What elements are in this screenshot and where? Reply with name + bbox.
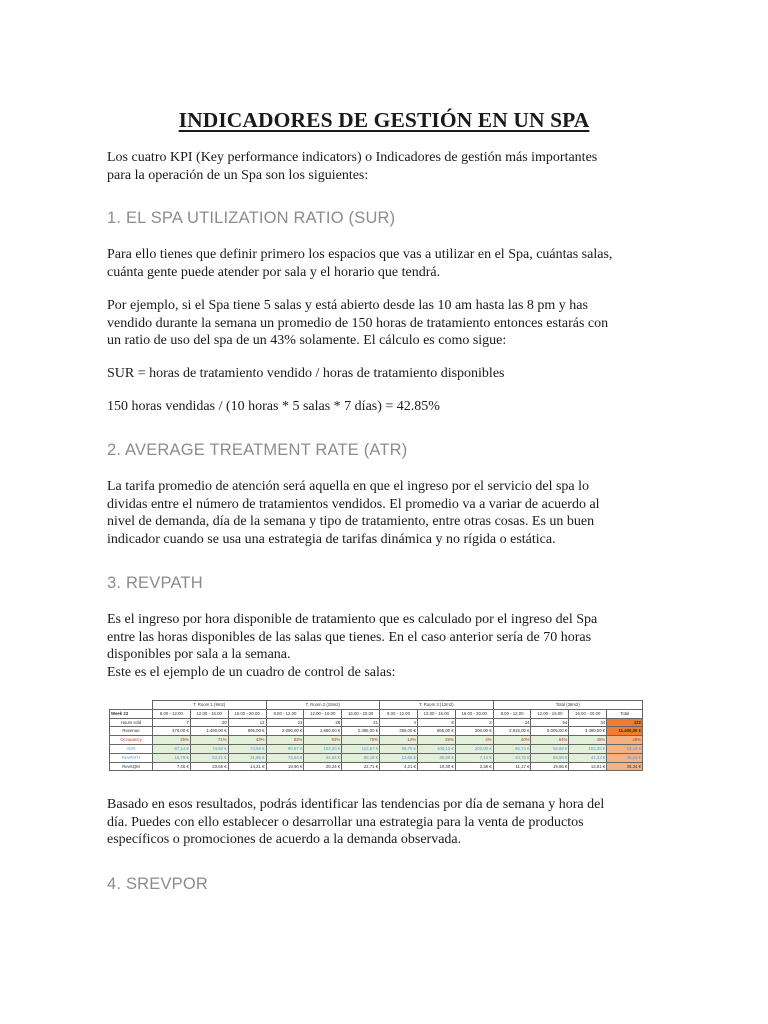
table-cell-total: 45,24 € bbox=[607, 762, 643, 771]
text-line: nivel de demanda, día de la semana y tipo de tratamiento, entre otras cosas. Es un buen bbox=[107, 514, 595, 529]
table-cell: 11,17 € bbox=[493, 762, 531, 771]
table-cell: 7,46 € bbox=[152, 762, 190, 771]
intro-line: Los cuatro KPI (Key performance indicators) o Indicadores de gestión más importantes bbox=[107, 150, 598, 165]
slot-header: 8.00 - 12.00 bbox=[493, 709, 531, 718]
table-cell: 4% bbox=[455, 736, 493, 745]
text-line: La tarifa promedio de atención será aquella en que el ingreso por el servicio del spa lo bbox=[107, 479, 590, 494]
table-cell: 43% bbox=[228, 736, 266, 745]
table-cell: 3 bbox=[455, 718, 493, 727]
table-cell: 10,30 € bbox=[417, 762, 455, 771]
table-cell: 103,30 € bbox=[304, 744, 342, 753]
table-cell: 75% bbox=[342, 736, 380, 745]
table-cell: 7 bbox=[152, 718, 190, 727]
table-cell: 34 bbox=[569, 718, 607, 727]
slot-header: 16.00 - 20.00 bbox=[569, 709, 607, 718]
table-cell: 30,89 € bbox=[417, 753, 455, 762]
text-line: disponibles por sala a la semana. bbox=[107, 647, 291, 662]
table-cell: 470,00 € bbox=[152, 727, 190, 736]
table-cell: 74,58 € bbox=[228, 744, 266, 753]
table-cell: 200,00 € bbox=[455, 744, 493, 753]
table-cell: 2.385,00 € bbox=[342, 727, 380, 736]
table-cell: 31,96 € bbox=[228, 753, 266, 762]
table-cell: 23,65 € bbox=[190, 762, 228, 771]
table-cell: 2.090,00 € bbox=[266, 727, 304, 736]
table-cell-total: 122 bbox=[607, 718, 643, 727]
table-cell-total: 93,44 € bbox=[607, 744, 643, 753]
table-cell: 4 bbox=[380, 718, 418, 727]
text-line: Basado en esos resultados, podrás identificar las tendencias por día de semana y hora del bbox=[107, 797, 605, 812]
sur-paragraph-1 bbox=[107, 246, 667, 281]
table-cell: 34,70 € bbox=[493, 753, 531, 762]
text-line: dividas entre el número de tratamientos vendidos. El promedio va a variar de acuerdo al bbox=[107, 496, 600, 512]
table-cell-total: 48% bbox=[607, 736, 643, 745]
table-cell: 8 bbox=[417, 718, 455, 727]
slot-header: 16.00 - 20.00 bbox=[455, 709, 493, 718]
week-label: Week 23 bbox=[110, 709, 153, 718]
table-cell: 54 bbox=[531, 718, 569, 727]
slot-header: 12.00 - 16.00 bbox=[190, 709, 228, 718]
room-header: T. Room 1 (9m2) bbox=[152, 701, 266, 710]
table-cell: 7,14 € bbox=[455, 753, 493, 762]
table-cell: 23 bbox=[266, 718, 304, 727]
table-cell: 13,81 € bbox=[569, 762, 607, 771]
table-cell: 40% bbox=[493, 736, 531, 745]
table-row-revenue bbox=[110, 727, 643, 736]
table-row-revpath bbox=[110, 753, 643, 762]
slot-header: 8.00 - 12.00 bbox=[266, 709, 304, 718]
table-cell: 64% bbox=[531, 736, 569, 745]
table-cell: 85,74 € bbox=[493, 744, 531, 753]
document-title: INDICADORES DE GESTIÓN EN UN SPA bbox=[178, 108, 590, 132]
sur-formula: SUR = horas de tratamiento vendido / horas de tratamiento disponibles bbox=[107, 366, 505, 381]
table-cell: 1.650,00 € bbox=[304, 727, 342, 736]
section-heading-atr: 2. AVERAGE TREATMENT RATE (ATR) bbox=[107, 441, 408, 459]
intro-paragraph bbox=[107, 149, 667, 184]
slot-header: 12.00 - 16.00 bbox=[531, 709, 569, 718]
table-cell: 29% bbox=[417, 736, 455, 745]
slot-header: 16.00 - 20.00 bbox=[228, 709, 266, 718]
text-line: día. Puedes con ello establecer o desarrollar una estrategia para la venta de productos bbox=[107, 814, 584, 830]
table-cell: 3.480,00 € bbox=[569, 727, 607, 736]
table-cell: 92,69 € bbox=[531, 744, 569, 753]
text-line: Por ejemplo, si el Spa tiene 5 salas y está abierto desde las 10 am hasta las 8 pm y has bbox=[107, 298, 588, 313]
text-line: Este es el ejemplo de un cuadro de control de salas: bbox=[107, 664, 396, 680]
table-cell: 59,58 € bbox=[531, 753, 569, 762]
table-row-occupancy bbox=[110, 736, 643, 745]
table-row-revsqm bbox=[110, 762, 643, 771]
atr-paragraph bbox=[107, 478, 667, 548]
table-row-hours bbox=[110, 718, 643, 727]
table-cell: 94,64 € bbox=[304, 753, 342, 762]
table-cell: 19,90 € bbox=[266, 762, 304, 771]
table-cell: 113,57 € bbox=[342, 744, 380, 753]
slot-header: 16.00 - 20.00 bbox=[342, 709, 380, 718]
revpath-paragraph bbox=[107, 611, 667, 681]
section-heading-revpath: 3. REVPATH bbox=[107, 574, 203, 592]
room-control-table bbox=[109, 700, 643, 771]
table-cell: 34 bbox=[493, 718, 531, 727]
slot-header: 8.00 - 12.00 bbox=[152, 709, 190, 718]
intro-line: para la operación de un Spa son los siguientes: bbox=[107, 167, 369, 183]
table-cell: 12 bbox=[228, 718, 266, 727]
room-header: T. Room 2 (15m2) bbox=[266, 701, 380, 710]
table-cell: 200,00 € bbox=[455, 727, 493, 736]
row-label: ADR bbox=[110, 744, 153, 753]
room-header: T. Room 3 (12m2) bbox=[380, 701, 494, 710]
table-cell: 355,00 € bbox=[380, 727, 418, 736]
room-header: Total (36m2) bbox=[493, 701, 642, 710]
table-cell: 2,38 € bbox=[455, 762, 493, 771]
sur-calculation: 150 horas vendidas / (10 horas * 5 salas * 7 días) = 42.85% bbox=[107, 399, 440, 414]
table-cell: 4,21 € bbox=[380, 762, 418, 771]
table-cell: 74,50 € bbox=[190, 744, 228, 753]
row-label: Hours sold bbox=[110, 718, 153, 727]
table-cell: 90,87 € bbox=[266, 744, 304, 753]
text-line: Para ello tienes que definir primero los espacios que vas a utilizar en el Spa, cuántas salas, bbox=[107, 247, 613, 262]
row-label: Occupancy bbox=[110, 736, 153, 745]
text-line: entre las horas disponibles de las salas que tienes. En el caso anterior sería de 70 horas bbox=[107, 629, 592, 645]
table-cell: 85,18 € bbox=[342, 753, 380, 762]
table-cell: 25% bbox=[152, 736, 190, 745]
text-line: un ratio de uso del spa de un 43% solamente. El cálculo es como sigue: bbox=[107, 333, 507, 348]
results-paragraph bbox=[107, 796, 667, 849]
table-slot-header-row bbox=[110, 709, 643, 718]
table-cell: 5.005,00 € bbox=[531, 727, 569, 736]
table-cell: 1.490,00 € bbox=[190, 727, 228, 736]
table-cell: 67,14 € bbox=[152, 744, 190, 753]
slot-header: 12.00 - 16.00 bbox=[304, 709, 342, 718]
text-line: específicos o promociones de acuerdo a la demanda observada. bbox=[107, 832, 462, 847]
table-cell: 20 bbox=[190, 718, 228, 727]
table-cell-total: 45,24 € bbox=[607, 753, 643, 762]
table-cell: 19,86 € bbox=[531, 762, 569, 771]
text-line: Es el ingreso por hora disponible de tratamiento que es calculado por el ingreso del Spa bbox=[107, 612, 598, 627]
row-label: Revenue bbox=[110, 727, 153, 736]
table-cell: 12,68 € bbox=[380, 753, 418, 762]
table-cell: 41,43 € bbox=[569, 753, 607, 762]
table-cell: 22,71 € bbox=[342, 762, 380, 771]
table-cell: 88,75 € bbox=[380, 744, 418, 753]
table-row-adr bbox=[110, 744, 643, 753]
table-cell: 108,13 € bbox=[417, 744, 455, 753]
table-cell: 53,21 € bbox=[190, 753, 228, 762]
section-heading-sur: 1. EL SPA UTILIZATION RATIO (SUR) bbox=[107, 209, 396, 227]
table-cell: 93% bbox=[304, 736, 342, 745]
table-cell: 71% bbox=[190, 736, 228, 745]
slot-header: 8.00 - 12.00 bbox=[380, 709, 418, 718]
table-cell: 14% bbox=[380, 736, 418, 745]
table-cell: 74,64 € bbox=[266, 753, 304, 762]
sur-paragraph-2 bbox=[107, 297, 667, 350]
table-cell: 82% bbox=[266, 736, 304, 745]
text-line: cuánta gente puede atender por sala y el horario que tendrá. bbox=[107, 264, 441, 280]
slot-header: 12.00 - 16.00 bbox=[417, 709, 455, 718]
table-cell: 895,00 € bbox=[228, 727, 266, 736]
text-line: indicador cuando se usa una estrategia de tarifas dinámica y no rígida o estática. bbox=[107, 531, 556, 547]
table-cell: 102,35 € bbox=[569, 744, 607, 753]
table-room-header-row bbox=[110, 701, 643, 710]
row-label: RevSQM bbox=[110, 762, 153, 771]
table-cell: 16,79 € bbox=[152, 753, 190, 762]
table-cell: 2.915,00 € bbox=[493, 727, 531, 736]
table-cell: 25,24 € bbox=[304, 762, 342, 771]
section-heading-srevpor: 4. SREVPOR bbox=[107, 875, 209, 893]
table-cell-total: 11.400,00 € bbox=[607, 727, 643, 736]
text-line: vendido durante la semana un promedio de 150 horas de tratamiento entonces estarás con bbox=[107, 315, 609, 331]
table-cell: 865,00 € bbox=[417, 727, 455, 736]
row-label: RevPATH bbox=[110, 753, 153, 762]
table-cell: 46% bbox=[569, 736, 607, 745]
table-cell: 14,21 € bbox=[228, 762, 266, 771]
table-cell: 21 bbox=[342, 718, 380, 727]
table-cell: 28 bbox=[304, 718, 342, 727]
slot-header: Total bbox=[607, 709, 643, 718]
